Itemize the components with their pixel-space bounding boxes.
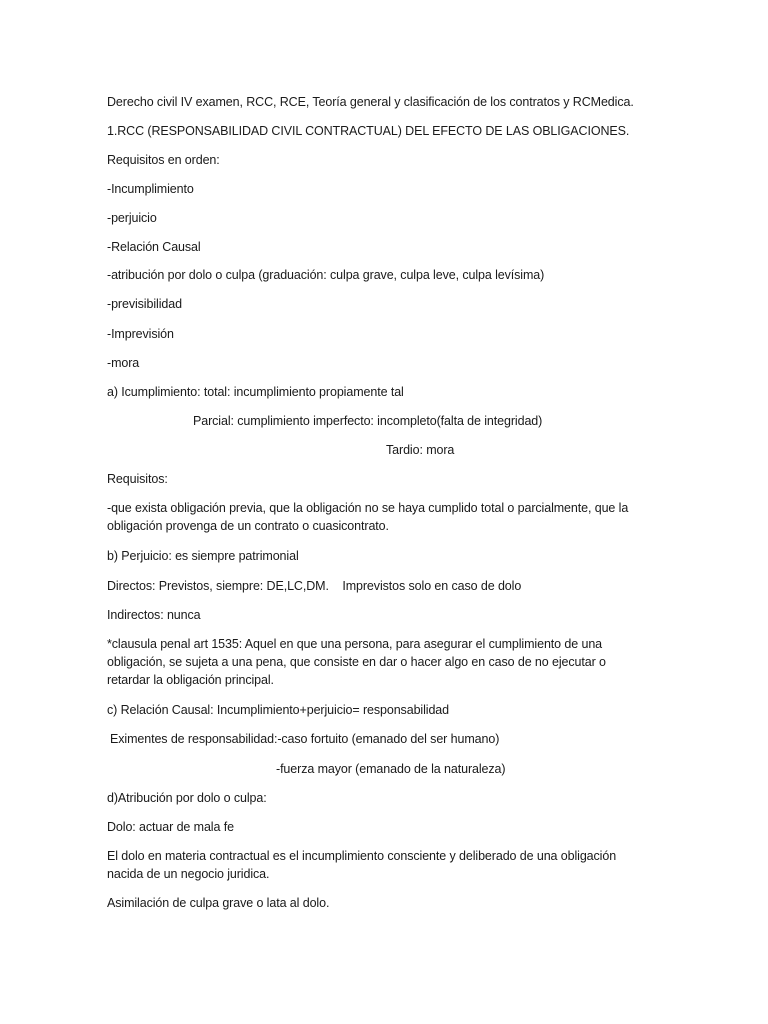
dolo-contractual-paragraph bbox=[107, 847, 647, 883]
eximentes-line: Eximentes de responsabilidad:-caso fortuito (emanado del ser humano) bbox=[110, 732, 500, 746]
relacion-causal-heading: c) Relación Causal: Incumplimiento+perjuicio= responsabilidad bbox=[107, 703, 450, 717]
tardio-line: Tardio: mora bbox=[386, 443, 455, 457]
asimilacion-line: Asimilación de culpa grave o lata al dolo. bbox=[107, 896, 330, 910]
list-item: -Relación Causal bbox=[107, 240, 201, 254]
list-item: -previsibilidad bbox=[107, 297, 182, 311]
document-title: Derecho civil IV examen, RCC, RCE, Teoría general y clasificación de los contratos y RCMedica. bbox=[107, 95, 634, 109]
dolo-line: Dolo: actuar de mala fe bbox=[107, 820, 234, 834]
paragraph-line: retardar la obligación principal. bbox=[107, 673, 274, 687]
paragraph-line: obligación, se sujeta a una pena, que consiste en dar o hacer algo en caso de no ejecutar o bbox=[107, 655, 606, 669]
incumplimiento-heading: a) Icumplimiento: total: incumplimiento propiamente tal bbox=[107, 385, 404, 399]
requisitos-label: Requisitos: bbox=[107, 472, 168, 486]
list-item: -perjuicio bbox=[107, 211, 157, 225]
parcial-line: Parcial: cumplimiento imperfecto: incompleto(falta de integridad) bbox=[193, 414, 543, 428]
perjuicio-heading: b) Perjuicio: es siempre patrimonial bbox=[107, 549, 299, 563]
list-item: -mora bbox=[107, 356, 140, 370]
paragraph-line: -que exista obligación previa, que la obligación no se haya cumplido total o parcialmente, que la bbox=[107, 501, 629, 515]
requisitos-paragraph bbox=[107, 499, 647, 535]
paragraph-line: obligación provenga de un contrato o cuasicontrato. bbox=[107, 519, 389, 533]
indirectos-line: Indirectos: nunca bbox=[107, 608, 201, 622]
paragraph-line: nacida de un negocio juridica. bbox=[107, 867, 270, 881]
fuerza-mayor-line: -fuerza mayor (emanado de la naturaleza) bbox=[276, 762, 506, 776]
list-item: -Incumplimiento bbox=[107, 182, 194, 196]
atribucion-heading: d)Atribución por dolo o culpa: bbox=[107, 791, 267, 805]
paragraph-line: El dolo en materia contractual es el incumplimiento consciente y deliberado de una obligación bbox=[107, 849, 617, 863]
directos-line: Directos: Previstos, siempre: DE,LC,DM. Imprevistos solo en caso de dolo bbox=[107, 579, 522, 593]
section-heading-rcc: 1.RCC (RESPONSABILIDAD CIVIL CONTRACTUAL) DEL EFECTO DE LAS OBLIGACIONES. bbox=[107, 124, 630, 138]
paragraph-line: *clausula penal art 1535: Aquel en que una persona, para asegurar el cumplimiento de una bbox=[107, 637, 603, 651]
list-item: -Imprevisión bbox=[107, 327, 174, 341]
clausula-penal-paragraph bbox=[107, 635, 647, 689]
list-item: -atribución por dolo o culpa (graduación: culpa grave, culpa leve, culpa levísima) bbox=[107, 268, 545, 282]
requisitos-en-orden-label: Requisitos en orden: bbox=[107, 153, 220, 167]
